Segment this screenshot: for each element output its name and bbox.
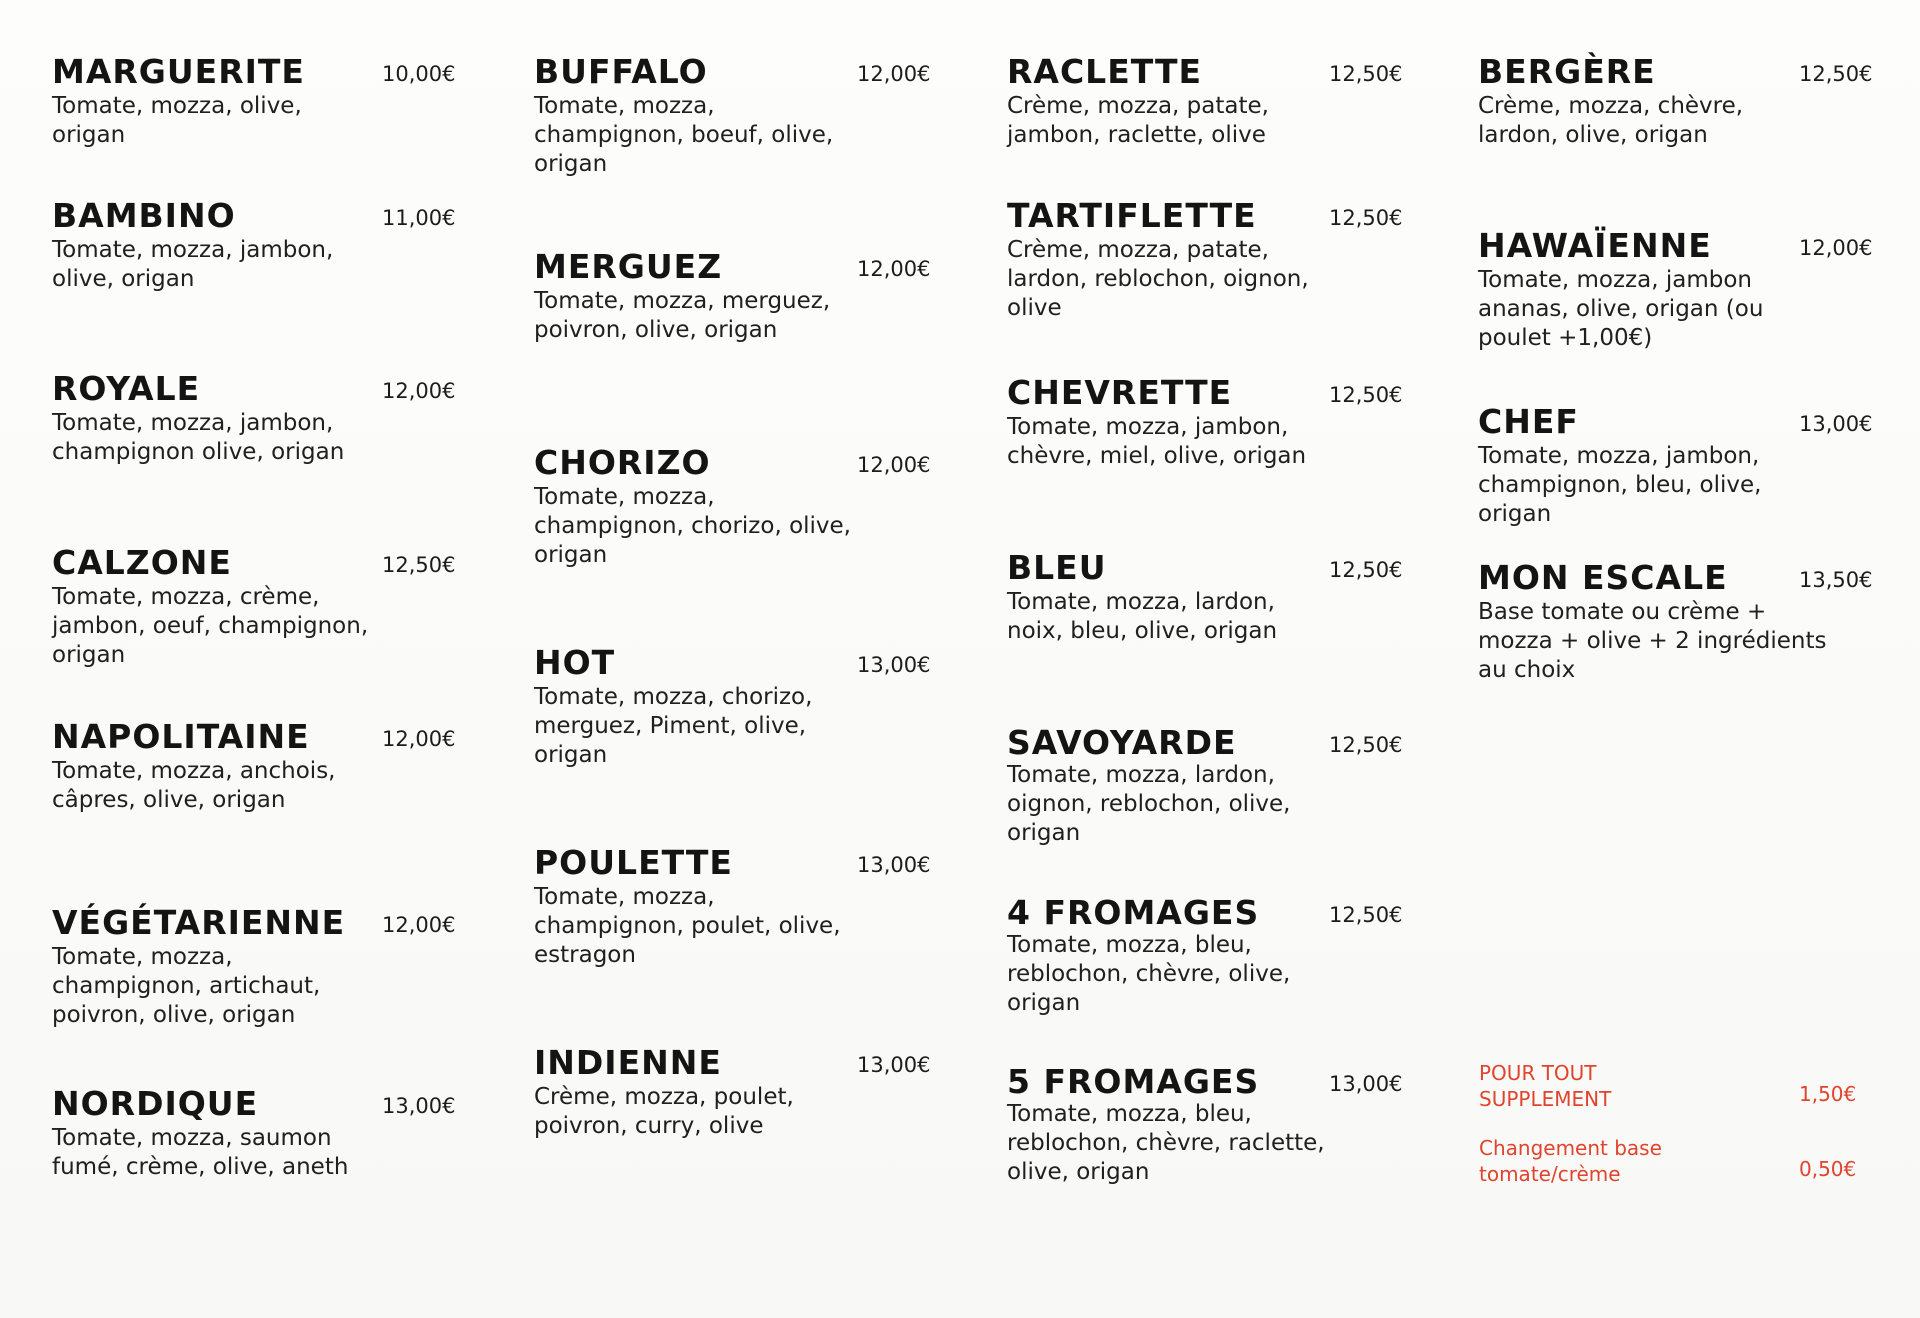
item-description: Crème, mozza, patate, lardon, reblochon, oignon, olive [1007, 237, 1309, 321]
item-price: 12,00€ [382, 379, 456, 403]
item-name: INDIENNE [534, 1043, 722, 1082]
item-description: Tomate, mozza, jambon, olive, origan [52, 237, 334, 292]
item-name: MARGUERITE [52, 52, 305, 91]
item-price: 12,00€ [382, 913, 456, 937]
item-price: 12,50€ [382, 553, 456, 577]
item-description: Tomate, mozza, bleu, reblochon, chèvre, olive, origan [1007, 932, 1291, 1016]
item-description: Tomate, mozza, lardon, oignon, reblochon, olive, origan [1007, 762, 1291, 846]
item-price: 11,00€ [382, 206, 456, 230]
item-price: 12,00€ [857, 257, 931, 281]
item-description: Tomate, mozza, merguez, poivron, olive, origan [534, 288, 831, 343]
item-name: CHEF [1478, 402, 1579, 441]
item-description: Tomate, mozza, saumon fumé, crème, olive, aneth [52, 1125, 349, 1180]
supplement-label: POUR TOUT SUPPLEMENT [1479, 1061, 1612, 1111]
item-price: 12,00€ [857, 453, 931, 477]
item-description: Tomate, mozza, crème, jambon, oeuf, champignon, origan [52, 584, 369, 668]
item-price: 13,00€ [1329, 1072, 1403, 1096]
item-name: HAWAÏENNE [1478, 226, 1712, 265]
item-price: 13,50€ [1799, 568, 1873, 592]
item-description: Tomate, mozza, jambon, champignon, bleu, olive, origan [1478, 443, 1762, 527]
supplement-price: 0,50€ [1799, 1157, 1857, 1181]
item-price: 12,50€ [1329, 733, 1403, 757]
item-price: 13,00€ [382, 1094, 456, 1118]
item-name: SAVOYARDE [1007, 723, 1237, 762]
item-price: 13,00€ [857, 1053, 931, 1077]
item-name: 4 FROMAGES [1007, 893, 1260, 932]
item-price: 12,50€ [1329, 206, 1403, 230]
item-name: RACLETTE [1007, 52, 1203, 91]
item-name: BAMBINO [52, 196, 236, 235]
item-description: Tomate, mozza, jambon ananas, olive, origan (ou poulet +1,00€) [1478, 267, 1764, 351]
item-name: CALZONE [52, 543, 232, 582]
item-price: 12,50€ [1329, 903, 1403, 927]
item-description: Base tomate ou crème + mozza + olive + 2 ingrédients au choix [1478, 599, 1827, 683]
item-name: TARTIFLETTE [1007, 196, 1257, 235]
item-price: 13,00€ [1799, 412, 1873, 436]
item-name: VÉGÉTARIENNE [52, 903, 346, 942]
item-price: 12,00€ [1799, 236, 1873, 260]
item-name: POULETTE [534, 843, 733, 882]
item-name: 5 FROMAGES [1007, 1062, 1260, 1101]
item-description: Tomate, mozza, lardon, noix, bleu, olive, origan [1007, 589, 1278, 644]
item-name: NAPOLITAINE [52, 717, 310, 756]
item-description: Tomate, mozza, jambon, champignon olive, origan [52, 410, 345, 465]
item-price: 12,00€ [857, 62, 931, 86]
item-name: BLEU [1007, 548, 1107, 587]
item-name: BUFFALO [534, 52, 708, 91]
item-description: Crème, mozza, chèvre, lardon, olive, origan [1478, 93, 1744, 148]
item-description: Crème, mozza, patate, jambon, raclette, olive [1007, 93, 1269, 148]
item-description: Tomate, mozza, champignon, poulet, olive, estragon [534, 884, 841, 968]
item-name: NORDIQUE [52, 1084, 259, 1123]
item-description: Tomate, mozza, bleu, reblochon, chèvre, raclette, olive, origan [1007, 1101, 1325, 1185]
item-price: 12,00€ [382, 727, 456, 751]
item-name: BERGÈRE [1478, 52, 1656, 91]
item-description: Tomate, mozza, jambon, chèvre, miel, olive, origan [1007, 414, 1307, 469]
item-name: CHORIZO [534, 443, 711, 482]
item-description: Tomate, mozza, champignon, chorizo, olive, origan [534, 484, 851, 568]
item-price: 10,00€ [382, 62, 456, 86]
item-price: 12,50€ [1329, 62, 1403, 86]
item-description: Crème, mozza, poulet, poivron, curry, olive [534, 1084, 794, 1139]
item-price: 12,50€ [1329, 383, 1403, 407]
item-description: Tomate, mozza, olive, origan [52, 93, 302, 148]
item-name: CHEVRETTE [1007, 373, 1233, 412]
item-name: MERGUEZ [534, 247, 723, 286]
item-description: Tomate, mozza, chorizo, merguez, Piment, olive, origan [534, 684, 813, 768]
item-description: Tomate, mozza, champignon, artichaut, poivron, olive, origan [52, 944, 321, 1028]
item-name: ROYALE [52, 369, 201, 408]
supplement-price: 1,50€ [1799, 1082, 1857, 1106]
item-description: Tomate, mozza, champignon, boeuf, olive, origan [534, 93, 834, 177]
item-name: HOT [534, 643, 616, 682]
item-description: Tomate, mozza, anchois, câpres, olive, origan [52, 758, 336, 813]
item-price: 13,00€ [857, 653, 931, 677]
item-price: 12,50€ [1329, 558, 1403, 582]
supplement-label: Changement base tomate/crème [1479, 1136, 1662, 1186]
item-price: 12,50€ [1799, 62, 1873, 86]
item-price: 13,00€ [857, 853, 931, 877]
item-name: MON ESCALE [1478, 558, 1728, 597]
